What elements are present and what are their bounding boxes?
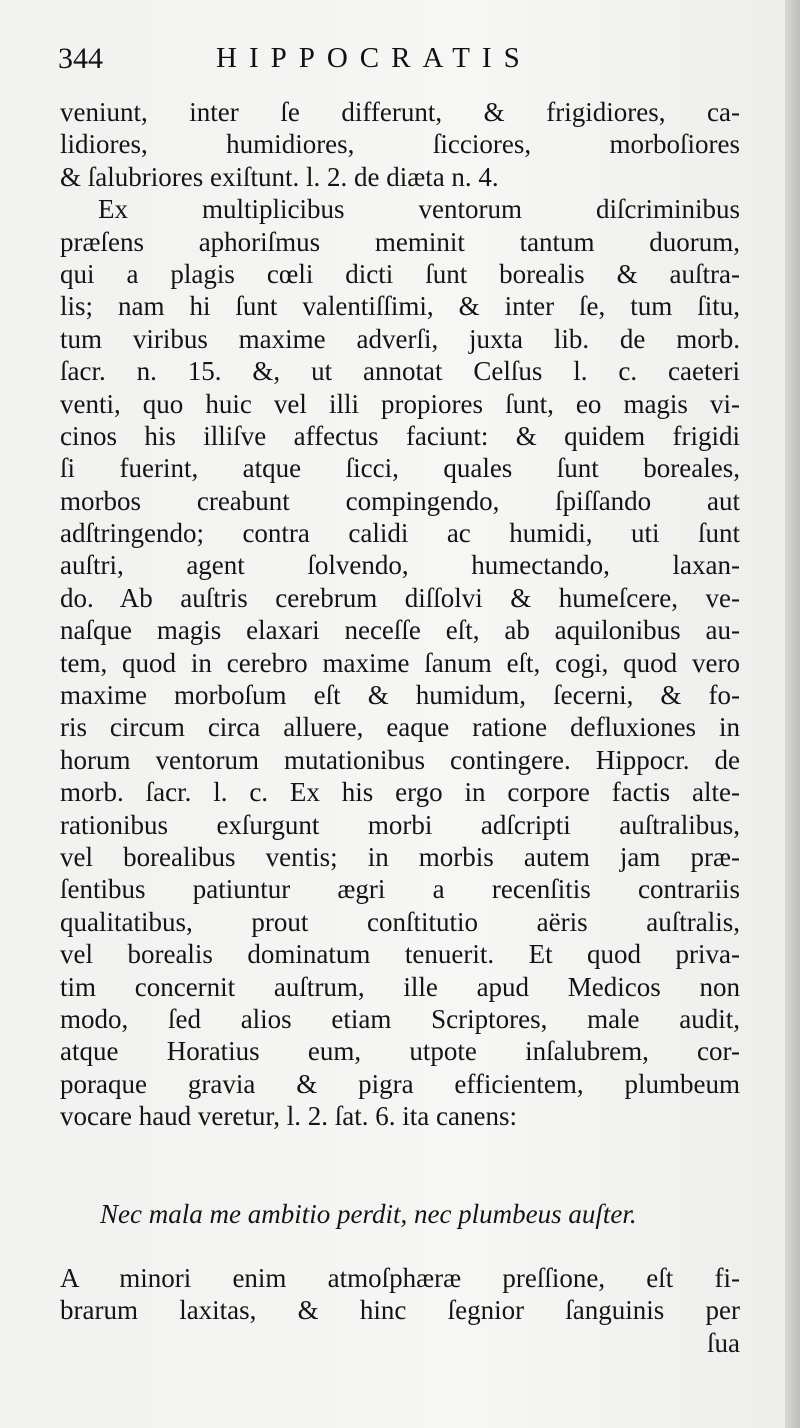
text-line: vel borealis dominatum tenuerit. Et quod priva- xyxy=(60,939,740,970)
text-line: poraque gravia & pigra efficientem, plumbeum xyxy=(60,1068,740,1099)
text-line: cinos his illiſve affectus faciunt: & quidem frigidi xyxy=(60,420,740,451)
text-line: maxime morboſum eſt & humidum, ſecerni, & fo- xyxy=(60,680,740,711)
text-line: horum ventorum mutationibus contingere. Hippocr. de xyxy=(60,744,740,775)
text-line: do. Ab auſtris cerebrum diſſolvi & humeſcere, ve- xyxy=(60,582,740,613)
text-line: vocare haud veretur, l. 2. ſat. 6. ita canens: xyxy=(60,1101,517,1132)
text-line: tem, quod in cerebro maxime ſanum eſt, cogi, quod vero xyxy=(60,647,740,678)
text-line: morbos creabunt compingendo, ſpiſſando aut xyxy=(60,485,740,516)
text-line: rationibus exſurgunt morbi adſcripti auſtralibus, xyxy=(60,809,740,840)
text-line: & ſalubriores exiſtunt. l. 2. de diæta n. 4. xyxy=(60,161,499,192)
text-line: modo, ſed alios etiam Scriptores, male audit, xyxy=(60,1003,740,1034)
body-text xyxy=(60,96,740,1133)
text-line: ris circum circa alluere, eaque ratione defluxiones in xyxy=(60,712,740,743)
text-line: ſacr. n. 15. &, ut annotat Celſus l. c. caeteri xyxy=(60,356,740,387)
text-line: ſentibus patiuntur ægri a recenſitis contrariis xyxy=(60,874,740,905)
text-line: Ex multiplicibus ventorum diſcriminibus xyxy=(98,194,740,225)
text-line: lis; nam hi ſunt valentiſſimi, & inter ſe, tum ſitu, xyxy=(60,291,740,322)
body-text-continued xyxy=(60,1262,740,1327)
verse-quotation: Nec mala me ambitio perdit, nec plumbeus auſter. xyxy=(100,1199,637,1229)
text-line: vel borealibus ventis; in morbis autem jam præ- xyxy=(60,841,740,872)
text-line: veniunt, inter ſe differunt, & frigidiores, ca- xyxy=(60,97,740,127)
page-header xyxy=(58,42,738,82)
text-line: venti, quo huic vel illi propiores ſunt, eo magis vi- xyxy=(60,388,740,419)
text-line: præſens aphoriſmus meminit tantum duorum, xyxy=(60,226,740,257)
text-line: atque Horatius eum, utpote inſalubrem, cor- xyxy=(60,1036,740,1067)
text-line: tum viribus maxime adverſi, juxta lib. de morb. xyxy=(60,323,740,354)
text-line: lidiores, humidiores, ſicciores, morboſiores xyxy=(60,129,740,160)
text-line: morb. ſacr. l. c. Ex his ergo in corpore factis alte- xyxy=(60,777,740,808)
text-line: tim concernit auſtrum, ille apud Medicos non xyxy=(60,971,740,1002)
text-line: A minori enim atmoſphæræ preſſione, eſt fi- xyxy=(60,1263,740,1293)
catchword: ſua xyxy=(707,1328,740,1358)
text-line: ſi fuerint, atque ſicci, quales ſunt boreales, xyxy=(60,453,740,484)
text-line: brarum laxitas, & hinc ſegnior ſanguinis per xyxy=(60,1295,740,1326)
text-line: qui a plagis cœli dicti ſunt borealis & auſtra- xyxy=(60,258,740,289)
text-line: qualitatibus, prout conſtitutio aëris auſtralis, xyxy=(60,906,740,937)
running-head: HIPPOCRATIS xyxy=(216,42,532,74)
page-edge xyxy=(785,0,800,1428)
text-line: auſtri, agent ſolvendo, humectando, laxan- xyxy=(60,550,740,581)
text-line: adſtringendo; contra calidi ac humidi, uti ſunt xyxy=(60,518,740,549)
page-number: 344 xyxy=(58,42,103,75)
text-line: naſque magis elaxari neceſſe eſt, ab aquilonibus au- xyxy=(60,615,740,646)
